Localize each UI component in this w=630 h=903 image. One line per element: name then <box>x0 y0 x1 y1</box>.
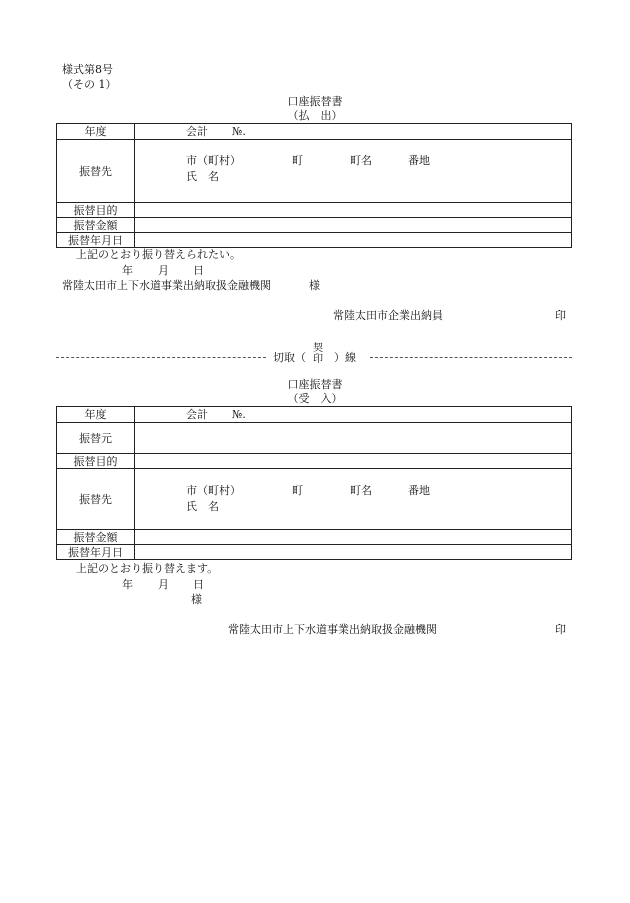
upper-account-cell[interactable] <box>135 124 572 140</box>
upper-subtitle: （払 出） <box>287 109 343 122</box>
lower-bank-name: 常陸太田市上下水道事業出納取扱金融機関 <box>228 623 437 636</box>
lower-ymd-year: 年 <box>122 578 133 591</box>
lower-seal: 印 <box>555 623 566 636</box>
lower-amount-label: 振替金額 <box>57 530 135 545</box>
cut-label-right: ）線 <box>334 351 356 364</box>
lower-purpose-cell[interactable] <box>135 454 572 469</box>
lower-statement: 上記のとおり振り替えます。 <box>76 562 219 575</box>
upper-officer: 常陸太田市企業出納員 <box>333 309 443 322</box>
lower-no-label: №. <box>232 408 246 421</box>
lower-banchi-label: 番地 <box>408 484 430 497</box>
upper-year-label: 年度 <box>57 124 135 140</box>
upper-date-cell[interactable] <box>135 233 572 248</box>
upper-dest-label: 振替先 <box>57 140 135 203</box>
lower-date-cell[interactable] <box>135 545 572 560</box>
lower-city-label: 市（町村） <box>186 484 241 497</box>
lower-sama: 様 <box>191 593 202 606</box>
upper-amount-label: 振替金額 <box>57 218 135 233</box>
lower-ymd-month: 月 <box>158 578 169 591</box>
upper-statement: 上記のとおり振り替えられたい。 <box>76 248 241 261</box>
cut-label-bottom: 印 <box>313 354 323 365</box>
lower-source-label: 振替元 <box>57 423 135 454</box>
upper-ymd-year: 年 <box>122 264 133 277</box>
cut-line-left <box>56 357 266 358</box>
upper-amount-cell[interactable] <box>135 218 572 233</box>
upper-banchi-label: 番地 <box>408 154 430 167</box>
lower-title: 口座振替書 <box>287 378 343 391</box>
lower-year-label: 年度 <box>57 407 135 423</box>
upper-purpose-cell[interactable] <box>135 203 572 218</box>
form-subnumber: （その 1） <box>62 78 117 91</box>
form-number: 様式第8号 <box>62 63 113 76</box>
upper-form-table <box>56 123 572 248</box>
upper-seal: 印 <box>555 309 566 322</box>
lower-subtitle: （受 入） <box>287 392 343 405</box>
upper-purpose-label: 振替目的 <box>57 203 135 218</box>
upper-bank-name: 常陸太田市上下水道事業出納取扱金融機関 <box>62 279 271 292</box>
lower-townname-label: 町名 <box>350 484 372 497</box>
upper-town-label: 町 <box>292 154 303 167</box>
lower-source-cell[interactable] <box>135 423 572 454</box>
lower-town-label: 町 <box>292 484 303 497</box>
upper-townname-label: 町名 <box>350 154 372 167</box>
cut-label-left: 切取（ <box>273 351 306 364</box>
lower-purpose-label: 振替目的 <box>57 454 135 469</box>
upper-no-label: №. <box>232 125 246 138</box>
lower-ymd-day: 日 <box>193 578 204 591</box>
upper-city-label: 市（町村） <box>186 154 241 167</box>
upper-dest-cell[interactable] <box>135 140 572 203</box>
lower-dest-cell[interactable] <box>135 469 572 530</box>
lower-name-label: 氏 名 <box>186 500 219 513</box>
upper-date-label: 振替年月日 <box>57 233 135 248</box>
upper-sama: 様 <box>309 279 320 292</box>
cut-line-right <box>370 357 572 358</box>
upper-title: 口座振替書 <box>287 95 343 108</box>
upper-ymd-day: 日 <box>193 264 204 277</box>
lower-dest-label: 振替先 <box>57 469 135 530</box>
lower-kaikei-label: 会計 <box>186 408 208 421</box>
upper-name-label: 氏 名 <box>186 170 219 183</box>
lower-account-cell[interactable] <box>135 407 572 423</box>
lower-date-label: 振替年月日 <box>57 545 135 560</box>
cut-label-top: 契 <box>313 343 323 354</box>
lower-amount-cell[interactable] <box>135 530 572 545</box>
upper-kaikei-label: 会計 <box>186 125 208 138</box>
upper-ymd-month: 月 <box>158 264 169 277</box>
lower-form-table <box>56 406 572 560</box>
